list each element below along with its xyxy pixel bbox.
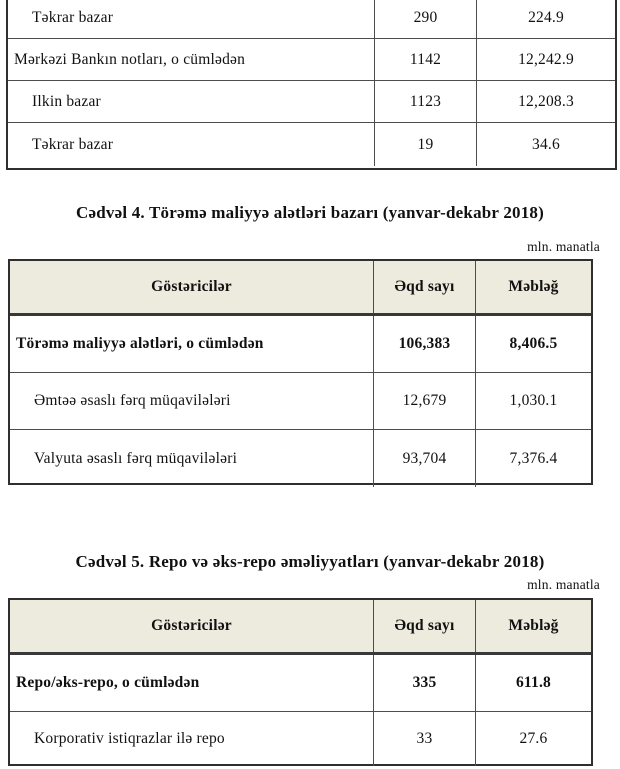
row-label: Valyuta əsaslı fərq müqavilələri — [10, 430, 374, 487]
row-label: Repo/əks-repo, o cümlədən — [10, 655, 374, 711]
table-header-row — [10, 261, 591, 316]
row-label: Korporativ istiqrazlar ilə repo — [10, 712, 374, 766]
table-header-row — [10, 600, 591, 655]
table-row — [10, 655, 591, 712]
amount-cell: 611.8 — [515, 674, 552, 691]
amount-cell: 8,406.5 — [509, 335, 558, 352]
row-label: Mərkəzi Bankın notları, o cümlədən — [8, 39, 375, 80]
deal-count-cell: 1123 — [375, 81, 477, 122]
amount-cell: 12,242.9 — [518, 50, 574, 68]
table-row — [10, 430, 591, 487]
amount-cell: 1,030.1 — [509, 392, 558, 409]
header-amount: Məbləğ — [508, 617, 559, 634]
header-indicator: Göstəricilər — [10, 261, 374, 313]
table-row — [8, 0, 615, 39]
deal-count-cell: 290 — [375, 0, 477, 38]
deal-count-cell: 335 — [374, 655, 476, 711]
amount-cell: 34.6 — [532, 135, 560, 153]
table-row — [8, 123, 615, 166]
derivatives-market-table — [8, 259, 593, 485]
amount-cell: 12,208.3 — [518, 92, 574, 110]
row-label: Törəmə maliyyə alətləri, o cümlədən — [10, 316, 374, 372]
amount-cell: 224.9 — [528, 9, 564, 26]
row-label: Əmtəə əsaslı fərq müqavilələri — [10, 373, 374, 429]
table5-title: Cədvəl 5. Repo və əks-repo əməliyyatları (yanvar-dekabr 2018) — [75, 552, 545, 571]
table4-title: Cədvəl 4. Törəmə maliyyə alətləri bazarı (yanvar-dekabr 2018) — [76, 203, 544, 222]
deal-count-cell: 19 — [375, 123, 477, 166]
header-indicator: Göstəricilər — [10, 600, 374, 652]
deal-count-cell: 33 — [374, 712, 476, 766]
deal-count-cell: 12,679 — [374, 373, 476, 429]
table5-unit-note: mln. manatla — [527, 577, 600, 592]
header-deal-count: Əqd sayı — [374, 600, 476, 652]
securities-market-table — [6, 0, 617, 170]
deal-count-cell: 93,704 — [374, 430, 476, 487]
amount-cell: 27.6 — [519, 730, 548, 747]
repo-operations-table — [8, 598, 593, 766]
row-label: Ilkin bazar — [8, 81, 375, 122]
deal-count-cell: 1142 — [375, 39, 477, 80]
table-row — [8, 81, 615, 123]
row-label: Təkrar bazar — [8, 0, 375, 38]
deal-count-cell: 106,383 — [374, 316, 476, 372]
table-row — [10, 373, 591, 430]
table-row — [10, 316, 591, 373]
header-amount: Məbləğ — [508, 278, 559, 295]
table-row — [10, 712, 591, 766]
row-label: Təkrar bazar — [8, 123, 375, 166]
amount-cell: 7,376.4 — [509, 449, 558, 467]
table4-unit-note: mln. manatla — [527, 239, 600, 254]
table-row — [8, 39, 615, 81]
header-deal-count: Əqd sayı — [374, 261, 476, 313]
